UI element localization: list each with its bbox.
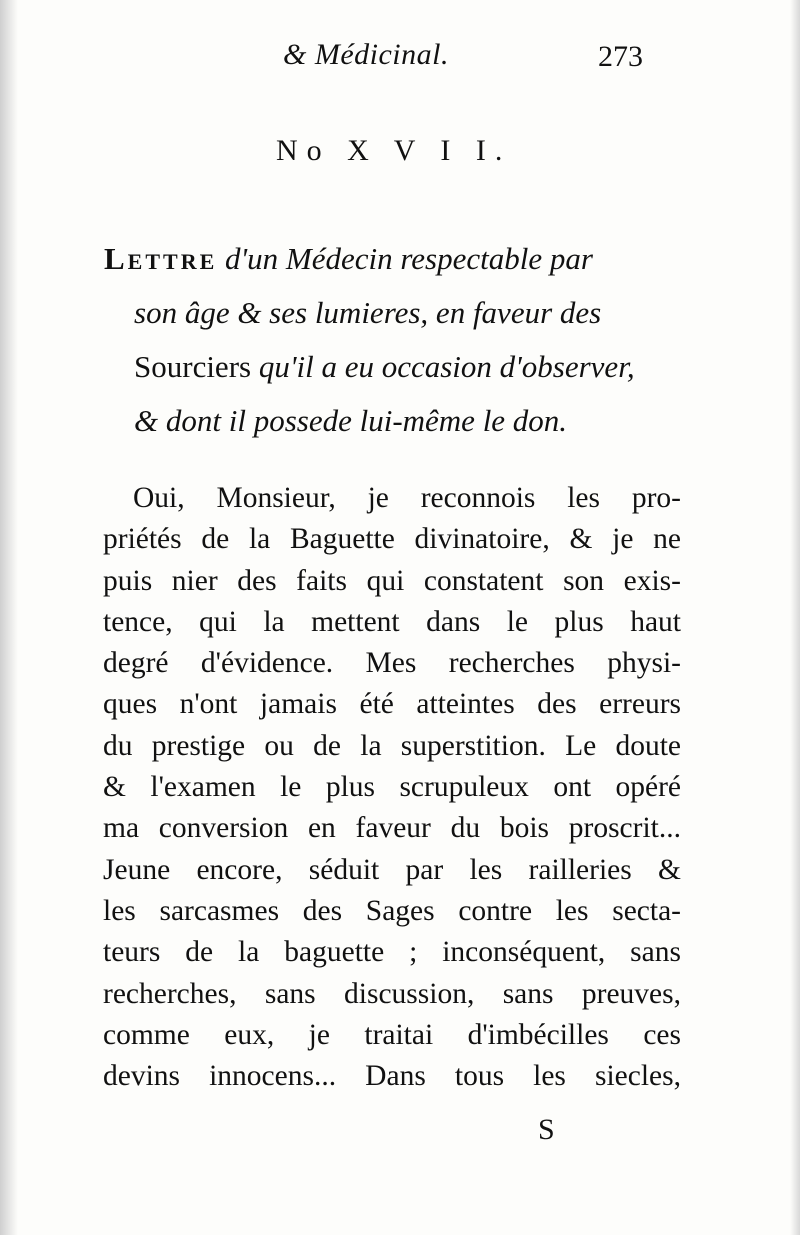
- body-line: comme eux, je traitai d'imbécilles ces: [103, 1018, 681, 1051]
- title-line: [104, 286, 684, 340]
- piece-number: No X V I I.: [276, 134, 512, 167]
- title-line: [104, 340, 684, 394]
- title-text: son âge & ses lumieres, en faveur des: [134, 295, 602, 330]
- body-line: teurs de la baguette ; inconséquent, sans: [103, 936, 681, 969]
- body-line: devins innocens... Dans tous les siecles,: [103, 1060, 681, 1093]
- page-edge-shadow-left: [0, 0, 18, 1235]
- title-line: [104, 232, 684, 286]
- page-edge-shadow-right: [790, 0, 800, 1235]
- running-head: & Médicinal.: [283, 38, 449, 71]
- body-line: recherches, sans discussion, sans preuves,: [103, 977, 681, 1010]
- body-line: les sarcasmes des Sages contre les secta-: [103, 894, 681, 927]
- letter-title: [104, 232, 684, 448]
- body-line: ques n'ont jamais été atteintes des erreurs: [103, 688, 681, 721]
- title-text: & dont il possede lui-même le don.: [134, 403, 568, 438]
- body-line: ma conversion en faveur du bois proscrit...: [103, 812, 681, 845]
- body-line: degré d'évidence. Mes recherches physi-: [103, 647, 681, 680]
- title-text-roman: Sourciers: [134, 349, 259, 384]
- body-line: tence, qui la mettent dans le plus haut: [103, 605, 681, 638]
- body-line: & l'examen le plus scrupuleux ont opéré: [103, 771, 681, 804]
- body-line: du prestige ou de la superstition. Le doute: [103, 729, 681, 762]
- letter-body: [103, 478, 681, 1097]
- catchword: S: [538, 1113, 555, 1146]
- body-line: Jeune encore, séduit par les railleries &: [103, 853, 681, 886]
- title-line: [104, 394, 684, 448]
- body-line: Oui, Monsieur, je reconnois les pro-: [133, 482, 681, 514]
- title-lead-smallcaps: Lettre: [104, 241, 218, 276]
- title-text: d'un Médecin respectable par: [217, 241, 593, 276]
- body-line: priétés de la Baguette divinatoire, & je ne: [103, 523, 681, 556]
- title-text: qu'il a eu occasion d'observer,: [258, 349, 635, 384]
- page-number: 273: [598, 40, 643, 73]
- body-line: puis nier des faits qui constatent son exis-: [103, 564, 681, 597]
